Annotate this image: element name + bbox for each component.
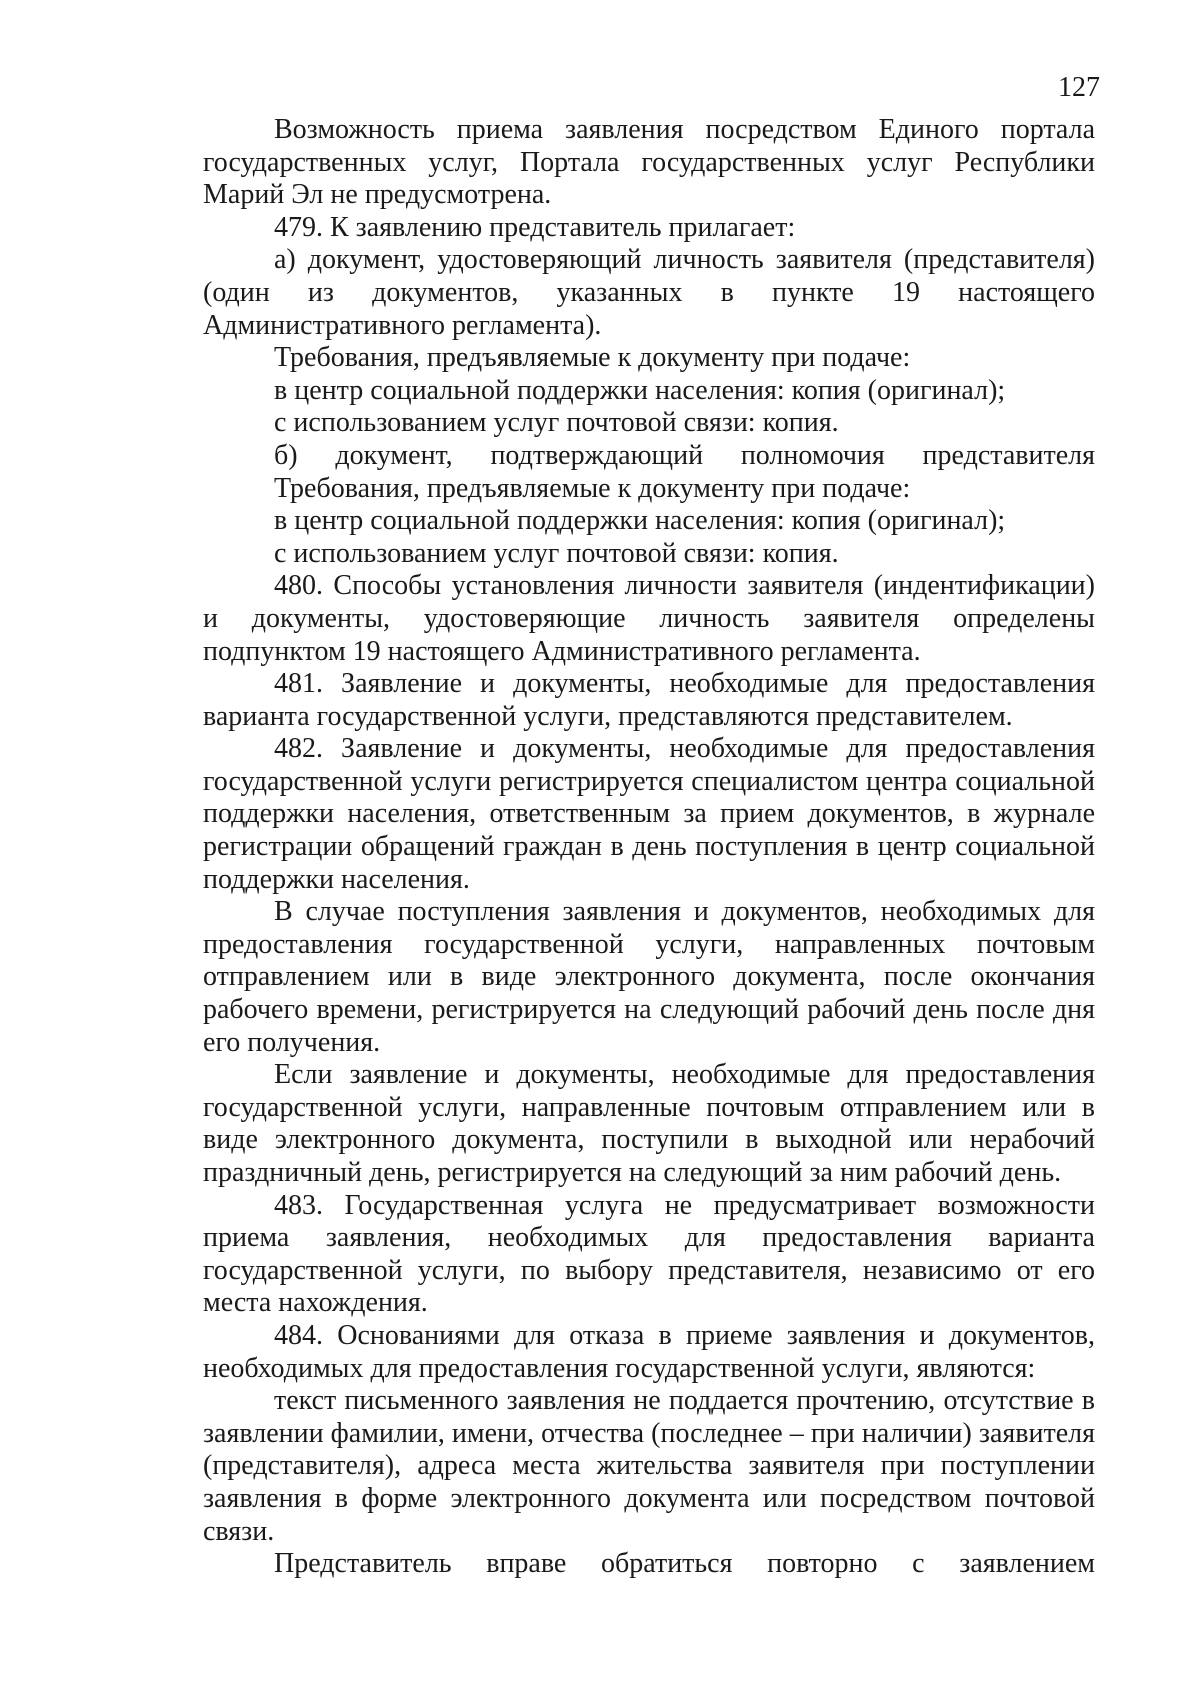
- paragraph: Возможность приема заявления посредством Единого портала государственных услуг, Портала государственных услуг Республики Марий Эл не предусмотрена.: [203, 114, 1095, 211]
- page-number: 127: [1058, 72, 1100, 103]
- paragraph: Представитель вправе обратиться повторно с заявлением: [274, 1548, 1095, 1580]
- paragraph: Требования, предъявляемые к документу при подаче:: [274, 342, 911, 374]
- document-body: [203, 114, 1095, 1581]
- paragraph: 482. Заявление и документы, необходимые для предоставления государственной услуги регистрируется специалистом центра социальной поддержки населения, ответственным за прием документов, в журнале регистрации обращений граждан в день поступления в центр социальной поддержки населения.: [203, 733, 1095, 895]
- paragraph: текст письменного заявления не поддается прочтению, отсутствие в заявлении фамилии, имени, отчества (последнее – при наличии) заявителя (представителя), адреса места жительства заявителя при поступлении заявления в форме электронного документа или посредством почтовой связи.: [203, 1385, 1095, 1547]
- paragraph: Требования, предъявляемые к документу при подаче:: [274, 472, 911, 504]
- paragraph: в центр социальной поддержки населения: копия (оригинал);: [274, 505, 1006, 537]
- paragraph: 483. Государственная услуга не предусматривает возможности приема заявления, необходимых для предоставления варианта государственной услуги, по выбору представителя, независимо от его места нахождения.: [203, 1189, 1095, 1319]
- paragraph: Если заявление и документы, необходимые для предоставления государственной услуги, направленные почтовым отправлением или в виде электронного документа, поступили в выходной или нерабочий праздничный день, регистрируется на следующий за ним рабочий день.: [203, 1059, 1095, 1188]
- paragraph: с использованием услуг почтовой связи: копия.: [274, 537, 839, 569]
- paragraph: в центр социальной поддержки населения: копия (оригинал);: [274, 374, 1006, 406]
- paragraph: 484. Основаниями для отказа в приеме заявления и документов, необходимых для предоставления государственной услуги, являются:: [203, 1319, 1095, 1384]
- paragraph: 479. К заявлению представитель прилагает:: [274, 211, 796, 243]
- paragraph: а) документ, удостоверяющий личность заявителя (представителя) (один из документов, указанных в пункте 19 настоящего Административного регламента).: [203, 244, 1095, 341]
- paragraph: с использованием услуг почтовой связи: копия.: [274, 407, 839, 439]
- paragraph: 481. Заявление и документы, необходимые для предоставления варианта государственной услуги, представляются представителем.: [203, 668, 1095, 732]
- paragraph: 480. Способы установления личности заявителя (индентификации) и документы, удостоверяющие личность заявителя определены подпунктом 19 настоящего Административного регламента.: [203, 570, 1095, 667]
- paragraph: В случае поступления заявления и документов, необходимых для предоставления государственной услуги, направленных почтовым отправлением или в виде электронного документа, после окончания рабочего времени, регистрируется на следующий рабочий день после дня его получения.: [203, 896, 1095, 1058]
- paragraph: б) документ, подтверждающий полномочия представителя: [274, 439, 1095, 471]
